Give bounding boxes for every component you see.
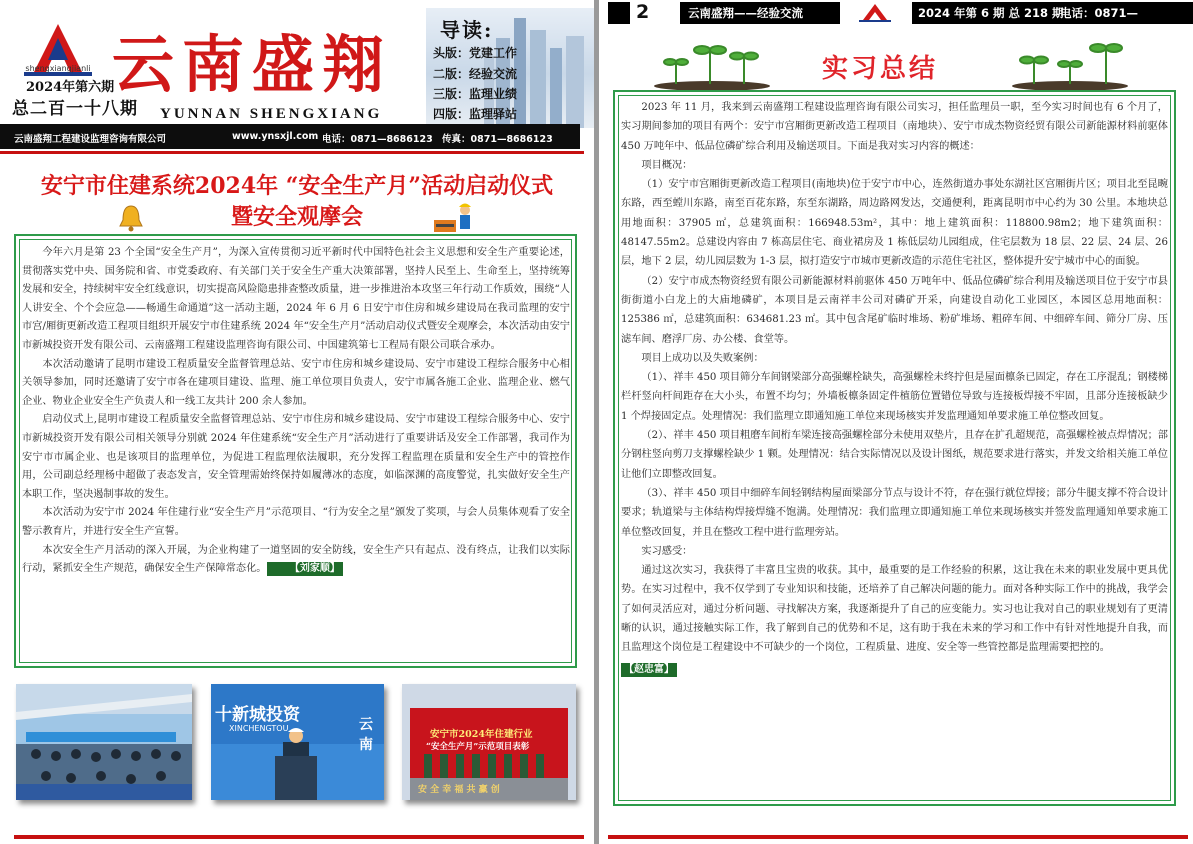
logo-caption: shengxiangjianli — [25, 64, 91, 73]
paragraph: 2023 年 11 月，我来到云南盛翔工程建设监理咨询有限公司实习，担任监理员一职，至今实习时间也有 6 个月了，实习期间参加的项目有两个：安宁市宫厢街更新改造工程项目（南地块）、安宁市成杰物资经贸有限公司新能源材料前驱体 450 万吨年中、低品位磷矿综合利用及输送项目。下面是我对实习内容的概述： — [621, 102, 1168, 152]
masthead-title-en: YUNNAN SHENGXIANG — [160, 106, 383, 122]
section-title: 云南盛翔——经验交流 — [680, 2, 840, 24]
guide-item: 二版：经验交流 — [433, 67, 518, 81]
masthead-year-issue: 2024年第六期 — [26, 80, 115, 95]
photo-side-text: 云南 — [359, 717, 373, 753]
photo-caption-en: XINCHENGTOU — [229, 724, 289, 733]
paragraph-text: 本次安全生产月活动的深入开展，为企业构建了一道坚固的安全防线，安全生产只有起点、没有终点，让我们以实际行动，紧抓安全生产规范，确保安全生产保障常态化。 — [22, 544, 570, 575]
masthead-total-issue: 总二百一十八期 — [12, 99, 138, 119]
article-headline: 安宁市住建系统2024年 “安全生产月”活动启动仪式 — [40, 173, 554, 199]
article-headline-line2: 暨安全观摩会 — [230, 204, 363, 230]
paragraph: （2）、祥丰 450 项目粗磨车间桁车梁连接高强螺栓部分未使用双垫片，且存在扩孔超规范，高强螺栓被点焊情况；部分钢柱竖向剪刀支撑螺栓缺少 1 颗。处理情况：结合实际情况以及设计图纸，规范要求进行落实，并发文给相关施工单位让他们立即整改回复。 — [621, 430, 1168, 480]
guide-title: 导读: — [440, 18, 494, 42]
header-box — [608, 2, 630, 24]
paragraph: （1）、祥丰 450 项目筛分车间钢梁部分高强螺栓缺失，高强螺栓未终拧但是屋面檩条已固定，存在工序混乱；钢楼梯栏杆竖向杆间距存在大小头，布置不均匀；外墙板檩条固定件植筋位置错位导致与连接板焊接不牢固，且部分连接板缺少 1 个焊接固定点。处理情况：我们监理立即通知施工单位来现场核实并发监理通知单要求施工单位整改回复。 — [621, 372, 1168, 422]
fax-number: 传真：0871—8686123 — [442, 134, 553, 145]
paragraph: 本次活动邀请了昆明市建设工程质量安全监督管理总站、安宁市住房和城乡建设局、安宁市建设工程综合服务中心相关领导参加，同时还邀请了安宁市各在建项目建设、监理、施工单位项目负责人，安宁市属各施工企业、监理企业、燃气企业、物业企业安全生产负责人和一线工友共计 200 余人参加。 — [22, 358, 570, 407]
photo-banner: “安全生产月”示范项目表彰 — [426, 742, 530, 752]
paragraph: 今年六月是第 23 个全国“安全生产月”，为深入宣传贯彻习近平新时代中国特色社会主义思想和安全生产重要论述，贯彻落实党中央、国务院和省、市党委政府、有关部门关于安全生产重大决策部署，坚持人民至上、生命至上，坚持统筹发展和安全，持续树牢安全红线意识，切实提高风险隐患排查整改质量，进一步推进治本攻坚三年行动工作质效，围绕“人人讲安全、个个会应急——畅通生命通道”这一活动主题，2024 年 6 月 6 日安宁市住房和城乡建设局在我司监理的安宁市宫/厢街更新改造工程项目组织开展安宁市住建系统 2024 年“安全生产月”活动启动仪式暨安全观摩会，本次活动由安宁市新城投资开发有限公司、云南盛翔工程建设监理咨询有限公司、中国建筑第七工程局有限公司联合承办。 — [22, 247, 570, 351]
website-link[interactable]: www.ynsxjl.com — [232, 131, 319, 142]
paragraph: 通过这次实习，我获得了丰富且宝贵的收获。其中，最重要的是工作经验的积累，这让我在未来的职业发展中更具优势。在实习过程中，我不仅学到了专业知识和技能，还培养了自己解决问题的能力。面对各种实际工作中的挑战，我学会了如何灵活应对，通过分析问题、寻找解决方案，我逐渐提升了自己的应变能力。实习也让我对自己的职业规划有了更清晰的认识，通过接触实际工作，我了解到自己的优势和不足，这有助于我在未来的学习和工作中有针对性地提升自我，而且监理这个岗位是工程建设中不可缺少的一个岗位，工程质量、进度、安全等一些管控都是监理需要把控的。 — [621, 565, 1168, 654]
author-tag: 【刘家顺】 — [267, 562, 343, 576]
author-tag: 【赵忠富】 — [621, 663, 677, 677]
guide-item: 四版：监理驿站 — [433, 107, 518, 121]
logo-mark-small-icon — [853, 2, 897, 24]
paragraph: 启动仪式上,昆明市建设工程质量安全监督管理总站、安宁市住房和城乡建设局、安宁市建设工程综合服务中心、安宁市新城投资开发有限公司相关领导分别就 2024 年住建系统“安全生产月”活动进行了重要讲话及安全工作部署，我司作为安宁市市属企业、也是该项目的监理单位，为促进工程监理依法履职，充分发挥工程监理在质量和安全生产中的管控作用，公司副总经理杨中超做了表态发言，安全管理需始终保持如履薄冰的态度，如临深渊的高度警觉，扎实做好安全生产本职工作，坚决遏制事故的发生。 — [22, 414, 570, 500]
issue-text: 2024 年第 6 期 总 218 期 — [918, 6, 1064, 20]
bottom-rule — [608, 835, 1188, 839]
paragraph: （1）安宁市宫厢街更新改造工程项目(南地块)位于安宁市中心，连然街道办事处东湖社区宫厢街片区；项目北至昆畹东路，西至螳川东路，南至百花东路，东至东湖路，周边路网发达，交通便利，距离昆明市中心约为 30 公里。本地块总用地面积：37905 ㎡，总建筑面积：166948.53m²，其中：地上建筑面积：118800.98m2；地下建筑面积：48147.55m2。总建设内容由 7 栋高层住宅、商业裙房及 1 栋低层幼儿园组成，住宅层数为 18 层、22 层、24 层、26 层，地下 2 层，幼儿园层数为 1-3 层，拟打造安宁市城市更新改造的示范住宅社区，整体提升安宁城市中心的面貌。 — [621, 179, 1168, 268]
paragraph: （3）、祥丰 450 项目中细碎车间轻钢结构屋面梁部分节点与设计不符，存在强行就位焊接；部分牛腿支撑不符合设计要求；轨道梁与主体结构焊接焊缝不饱满。处理情况：我们监理立即通知施工单位来现场核实并签发监理通知单要求施工单位整改回复，并且在整改工程中进行监理旁站。 — [621, 487, 1168, 538]
header-phone: 电话：0871—68686123 — [1060, 6, 1139, 42]
photo-caption: 十新城投资 — [215, 705, 300, 725]
phone-number: 电话：0871—8686123 — [322, 134, 433, 145]
paragraph: 项目概况： — [641, 159, 693, 171]
paragraph: （2）安宁市成杰物资经贸有限公司新能源材料前驱体 450 万吨年中、低品位磷矿综合利用及输送项目位于安宁市县街街道小白龙上的大庙地磷矿，本项目是云南祥丰公司对磷矿开采，向建设自动化工业园区，本园区总用地面积：125386 ㎡，总建筑面积：634681.23 ㎡。其中包含尾矿临时堆场、粉矿堆场、粗碎车间、中细碎车间、筛分厂房、压滤车间、磨浮厂房、办公楼、食堂等。 — [621, 275, 1168, 345]
photo-banner: 安宁市2024年住建行业 — [430, 729, 533, 740]
paragraph: 本次活动为安宁市 2024 年住建行业“安全生产月”示范项目、“行为安全之星”颁发了奖项，与会人员集体观看了安全警示教育片，并进行安全生产宣誓。 — [22, 507, 570, 537]
guide-item: 头版：党建工作 — [433, 46, 518, 60]
masthead-title: 云南盛翔 — [112, 28, 393, 101]
article-body — [621, 98, 1168, 679]
paragraph: 实习感受： — [641, 545, 693, 557]
header-issue — [912, 2, 1193, 42]
paragraph: 项目上成功以及失败案例： — [641, 352, 764, 364]
guide-item: 三版：监理业绩 — [433, 87, 518, 101]
article-title: 实习总结 — [821, 54, 938, 84]
photo-bottom-text: 安 全 幸 福 共 赢 创 — [418, 785, 500, 795]
company-name: 云南盛翔工程建设监理咨询有限公司 — [14, 134, 167, 145]
page-number: 2 — [636, 1, 650, 23]
